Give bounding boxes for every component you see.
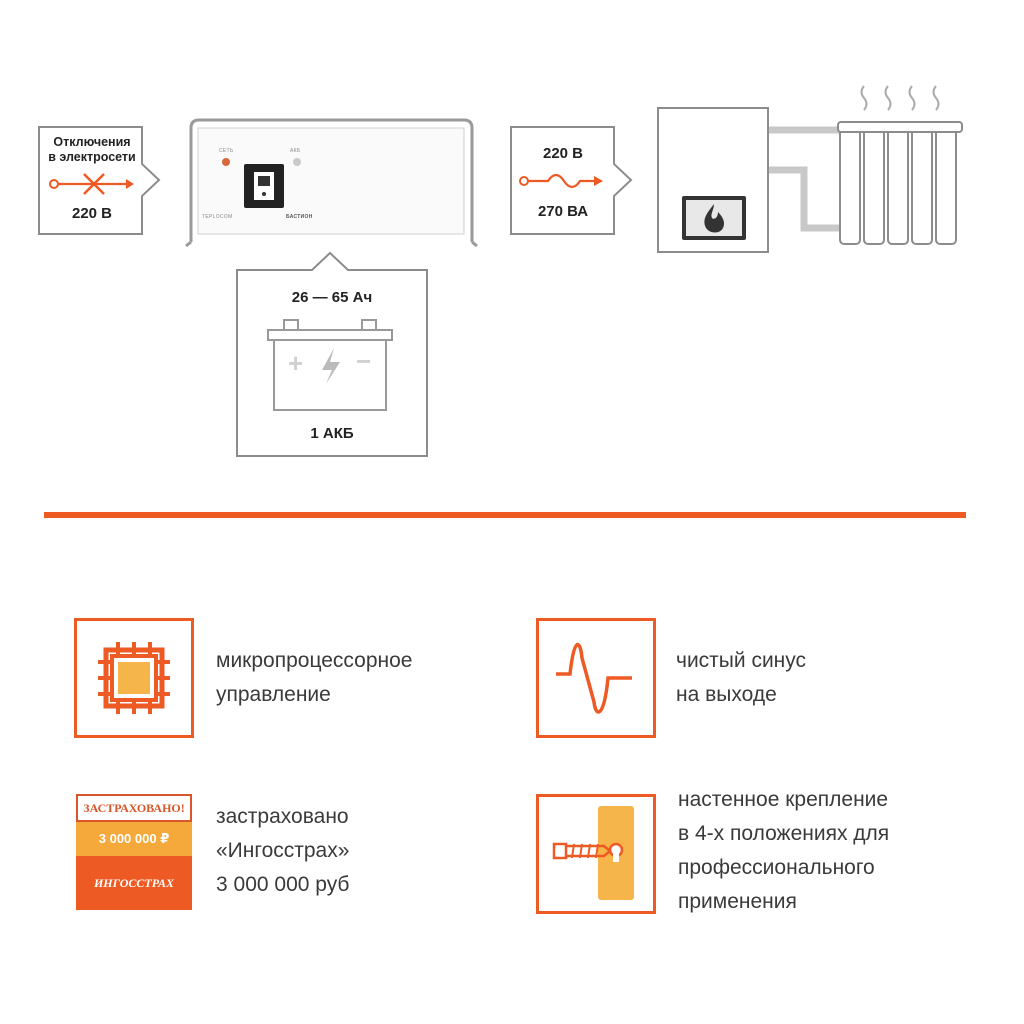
feature-insurance-line1: застраховано — [216, 805, 349, 828]
outage-voltage: 220 В — [71, 205, 113, 222]
feature-wall-mount-line2: в 4-х положениях для — [678, 822, 890, 845]
feature-insurance-line3: 3 000 000 руб — [216, 873, 350, 896]
broken-line-icon — [48, 170, 140, 198]
battery-minus: − — [356, 346, 372, 376]
ingosstrakh-badge — [76, 794, 192, 910]
feature-wall-mount-line4: применения — [678, 890, 797, 913]
output-voltage: 220 В — [542, 145, 584, 162]
outage-label-line2: в электросети — [48, 150, 136, 164]
battery-led-label: АКБ — [290, 148, 301, 154]
sine-output-arrow-icon — [518, 168, 610, 194]
brand-teplocom: TEPLOCOM — [202, 214, 233, 220]
radiator-icon — [838, 122, 962, 244]
heat-waves-icon — [862, 86, 939, 110]
outage-label — [40, 135, 144, 165]
outage-label-line1: Отключения — [53, 135, 131, 149]
battery-plus: + — [288, 348, 304, 378]
badge-insured-label: ЗАСТРАХОВАНО! — [76, 794, 192, 822]
feature-microprocessor-line2: управление — [216, 683, 331, 706]
mains-led-label: СЕТЬ — [219, 148, 234, 154]
badge-amount: 3 000 000 ₽ — [76, 822, 192, 856]
battery-count: 1 АКБ — [310, 425, 354, 442]
microchip-icon — [74, 618, 194, 738]
sine-wave-icon — [536, 618, 656, 738]
brand-bastion: БАСТИОН — [286, 214, 313, 220]
feature-microprocessor-text — [216, 644, 412, 712]
section-divider — [44, 512, 966, 518]
feature-sine-text — [676, 644, 806, 712]
ups-device — [184, 114, 480, 248]
battery-capacity: 26 — 65 Ач — [291, 289, 373, 306]
feature-insurance-line2: «Ингосстрах» — [216, 839, 350, 862]
wall-mount-icon — [536, 794, 656, 914]
badge-brand: ИНГОССТРАХ — [76, 856, 192, 910]
mains-led-icon — [222, 158, 230, 166]
feature-wall-mount-line3: профессионального — [678, 856, 875, 879]
feature-wall-mount-text — [678, 783, 889, 919]
feature-wall-mount-line1: настенное крепление — [678, 788, 889, 811]
feature-sine-line1: чистый синус — [676, 649, 807, 672]
feature-insurance-text — [216, 800, 349, 902]
car-battery-icon — [266, 318, 398, 416]
feature-sine-line2: на выходе — [676, 683, 777, 706]
output-power: 270 ВА — [537, 203, 589, 220]
battery-led-icon — [293, 158, 301, 166]
feature-microprocessor-line1: микропроцессорное — [216, 649, 413, 672]
heating-system — [652, 78, 976, 258]
